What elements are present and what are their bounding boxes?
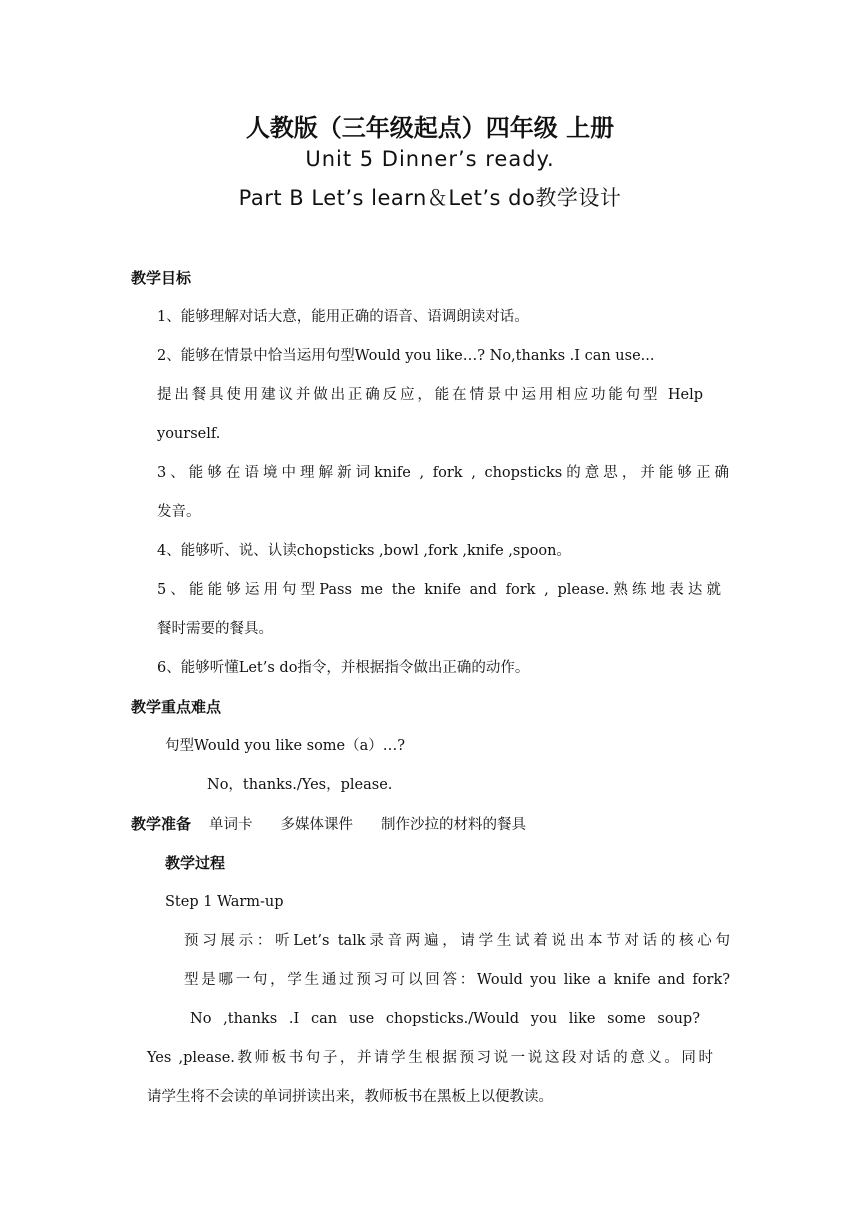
- preparation-item: 单词卡: [209, 817, 253, 833]
- objective-line: 5、能能够运用句型Pass me the knife and fork , please.熟练地表达就: [157, 582, 721, 598]
- key-points-heading: 教学重点难点: [131, 698, 222, 716]
- objective-line: 6、能够听懂Let’s do指令，并根据指令做出正确的动作。: [157, 660, 530, 676]
- objective-line: 发音。: [157, 504, 201, 520]
- process-line: 预习展示：听Let’s talk录音两遍，请学生试着说出本节对话的核心句: [184, 933, 730, 949]
- lesson-title: Part B Let’s learn＆Let’s do教学设计: [238, 186, 622, 210]
- process-line: 请学生将不会读的单词拼读出来，教师板书在黑板上以便教读。: [147, 1089, 553, 1105]
- step-title: Step 1 Warm-up: [165, 894, 284, 910]
- objectives-heading: 教学目标: [131, 269, 192, 287]
- objective-line: 餐时需要的餐具。: [157, 621, 273, 637]
- process-line: 型是哪一句，学生通过预习可以回答：Would you like a knife and fork?: [184, 972, 730, 988]
- objective-line: 提出餐具使用建议并做出正确反应，能在情景中运用相应功能句型 Help: [157, 387, 703, 403]
- objective-line: yourself.: [157, 426, 221, 442]
- preparation-item: 多媒体课件: [280, 817, 354, 833]
- process-line: Yes ,please.教师板书句子，并请学生根据预习说一说这段对话的意义。同时: [147, 1050, 713, 1066]
- preparation-row: [131, 814, 540, 835]
- process-heading: 教学过程: [165, 854, 226, 872]
- document-title: 人教版（三年级起点）四年级 上册: [245, 114, 615, 142]
- key-point-line: 句型Would you like some（a）…?: [165, 738, 406, 754]
- unit-title: Unit 5 Dinner’s ready.: [305, 147, 555, 171]
- preparation-item: 制作沙拉的材料的餐具: [381, 817, 527, 833]
- preparation-heading: 教学准备: [131, 815, 192, 833]
- objective-line: 1、能够理解对话大意，能用正确的语音、语调朗读对话。: [157, 309, 529, 325]
- key-point-line: No，thanks./Yes，please.: [207, 777, 393, 793]
- objective-line: 2、能够在情景中恰当运用句型Would you like…? No,thanks .I can use...: [157, 348, 655, 364]
- objective-line: 4、能够听、说、认读chopsticks ,bowl ,fork ,knife ,spoon。: [157, 543, 571, 559]
- process-line: No ,thanks .I can use chopsticks./Would you like some soup?: [190, 1011, 700, 1027]
- objective-line: 3、能够在语境中理解新词knife , fork , chopsticks的意思，并能够正确: [157, 465, 729, 481]
